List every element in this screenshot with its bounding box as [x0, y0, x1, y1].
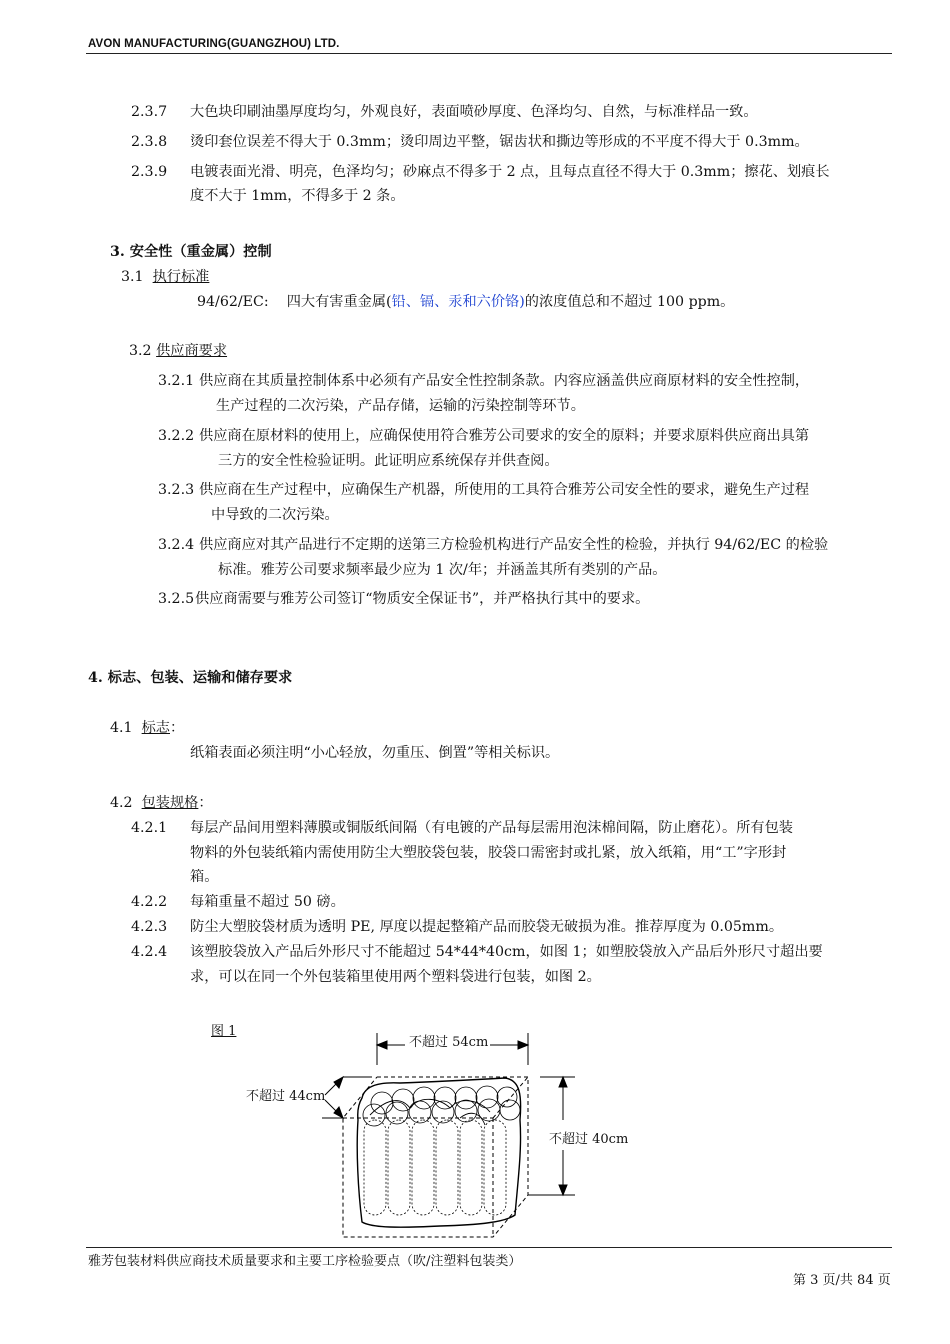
subsection-3-2-title: 供应商要求	[156, 343, 228, 359]
plastic-bag	[357, 1078, 520, 1227]
subsection-3-1-title: 执行标准	[152, 269, 210, 285]
carton-outline	[343, 1077, 528, 1237]
item-3-2-1-line1: 供应商在其质量控制体系中必须有产品安全性控制条款。内容应涵盖供应商原材料的安全性控制，	[199, 373, 810, 389]
item-3-2-1-line2: 生产过程的二次污染，产品存储，运输的污染控制等环节。	[216, 398, 585, 414]
item-2-3-9-line2: 度不大于 1mm，不得多于 2 条。	[190, 188, 405, 204]
item-4-2-4-line2: 求，可以在同一个外包装箱里使用两个塑料袋进行包装，如图 2。	[190, 969, 601, 985]
item-3-2-2-line2: 三方的安全性检验证明。此证明应系统保存并供查阅。	[218, 453, 559, 469]
item-3-2-3-line2: 中导致的二次污染。	[211, 507, 339, 523]
item-3-2-5-num: 3.2.5	[158, 591, 195, 607]
footer-doc-title: 雅芳包装材料供应商技术质量要求和主要工序检验要点（吹/注塑料包装类）	[88, 1254, 522, 1269]
item-4-2-3-text: 防尘大塑胶袋材质为透明 PE, 厚度以提起整箱产品而胶袋无破损为准。推荐厚度为 0.05mm。	[190, 919, 784, 935]
depth-dimension	[322, 1077, 372, 1118]
subsection-4-1-num: 4.1	[110, 720, 133, 736]
footer-rule	[86, 1247, 892, 1248]
section-4-title: 4. 标志、包装、运输和储存要求	[88, 670, 293, 686]
heavy-metals-list: 铅、镉、汞和六价铬)	[391, 294, 525, 310]
item-2-3-9-num: 2.3.9	[131, 164, 168, 180]
subsection-4-1-colon: ：	[170, 720, 185, 736]
item-4-2-3-num: 4.2.3	[131, 919, 168, 935]
width-label: 不超过 54cm	[409, 1035, 489, 1050]
item-2-3-7-text: 大色块印刷油墨厚度均匀，外观良好，表面喷砂厚度、色泽均匀、自然，与标准样品一致。	[190, 104, 758, 120]
item-2-3-7-num: 2.3.7	[131, 104, 168, 120]
item-4-2-1-line3: 箱。	[190, 869, 219, 885]
item-3-2-4-line2: 标准。雅芳公司要求频率最少应为 1 次/年；并涵盖其所有类别的产品。	[218, 562, 667, 578]
subsection-4-1-title: 标志	[141, 720, 170, 736]
item-4-2-4-line1: 该塑胶袋放入产品后外形尺寸不能超过 54*44*40cm，如图 1；如塑胶袋放入产品后外形尺寸超出要	[190, 944, 823, 960]
product-cylinders	[364, 1120, 506, 1215]
item-3-2-3-num: 3.2.3	[158, 482, 195, 498]
section-3-title: 3. 安全性（重金属）控制	[110, 244, 272, 260]
item-4-2-2-num: 4.2.2	[131, 894, 168, 910]
item-3-2-4-num: 3.2.4	[158, 537, 195, 553]
marking-text: 纸箱表面必须注明“小心轻放，勿重压、倒置”等相关标识。	[190, 745, 560, 761]
standard-prefix: 94/62/EC: 四大有害重金属(	[197, 294, 392, 310]
subsection-3-1-num: 3.1	[121, 269, 144, 285]
figure-1-label: 图 1	[211, 1024, 237, 1039]
footer-page-number: 第 3 页/共 84 页	[793, 1273, 891, 1288]
height-label: 不超过 40cm	[549, 1132, 629, 1147]
item-3-2-3-line1: 供应商在生产过程中，应确保生产机器，所使用的工具符合雅芳公司安全性的要求，避免生产过程	[199, 482, 810, 498]
subsection-4-2-title: 包装规格	[141, 795, 199, 811]
subsection-3-2-num: 3.2	[129, 343, 152, 359]
item-2-3-8-num: 2.3.8	[131, 134, 168, 150]
item-3-2-2-line1: 供应商在原材料的使用上，应确保使用符合雅芳公司要求的安全的原料；并要求原料供应商出具第	[199, 428, 810, 444]
subsection-4-2-colon: ：	[198, 795, 213, 811]
item-4-2-1-line1: 每层产品间用塑料薄膜或铜版纸间隔（有电镀的产品每层需用泡沫棉间隔，防止磨花）。所有包装	[190, 820, 793, 836]
item-3-2-5-text: 供应商需要与雅芳公司签订“物质安全保证书”，并严格执行其中的要求。	[195, 591, 650, 607]
item-3-2-1-num: 3.2.1	[158, 373, 195, 389]
item-3-2-4-line1: 供应商应对其产品进行不定期的送第三方检验机构进行产品安全性的检验，并执行 94/62/EC 的检验	[199, 537, 829, 553]
depth-label: 不超过 44cm	[246, 1089, 326, 1104]
subsection-4-2-num: 4.2	[110, 795, 133, 811]
item-4-2-1-line2: 物料的外包装纸箱内需使用防尘大塑胶袋包装，胶袋口需密封或扎紧，放入纸箱，用“工”字形封	[190, 845, 787, 861]
item-4-2-1-num: 4.2.1	[131, 820, 168, 836]
item-4-2-2-text: 每箱重量不超过 50 磅。	[190, 894, 345, 910]
item-2-3-8-text: 烫印套位误差不得大于 0.3mm；烫印周边平整，锯齿状和撕边等形成的不平度不得大于 0.3mm。	[190, 134, 809, 150]
item-2-3-9-line1: 电镀表面光滑、明亮，色泽均匀；砂麻点不得多于 2 点，且每点直径不得大于 0.3mm；擦花、划痕长	[190, 164, 830, 180]
header-company: AVON MANUFACTURING(GUANGZHOU) LTD.	[88, 38, 340, 50]
item-4-2-4-num: 4.2.4	[131, 944, 168, 960]
item-3-2-2-num: 3.2.2	[158, 428, 195, 444]
standard-suffix: 的浓度值总和不超过 100 ppm。	[524, 294, 735, 310]
